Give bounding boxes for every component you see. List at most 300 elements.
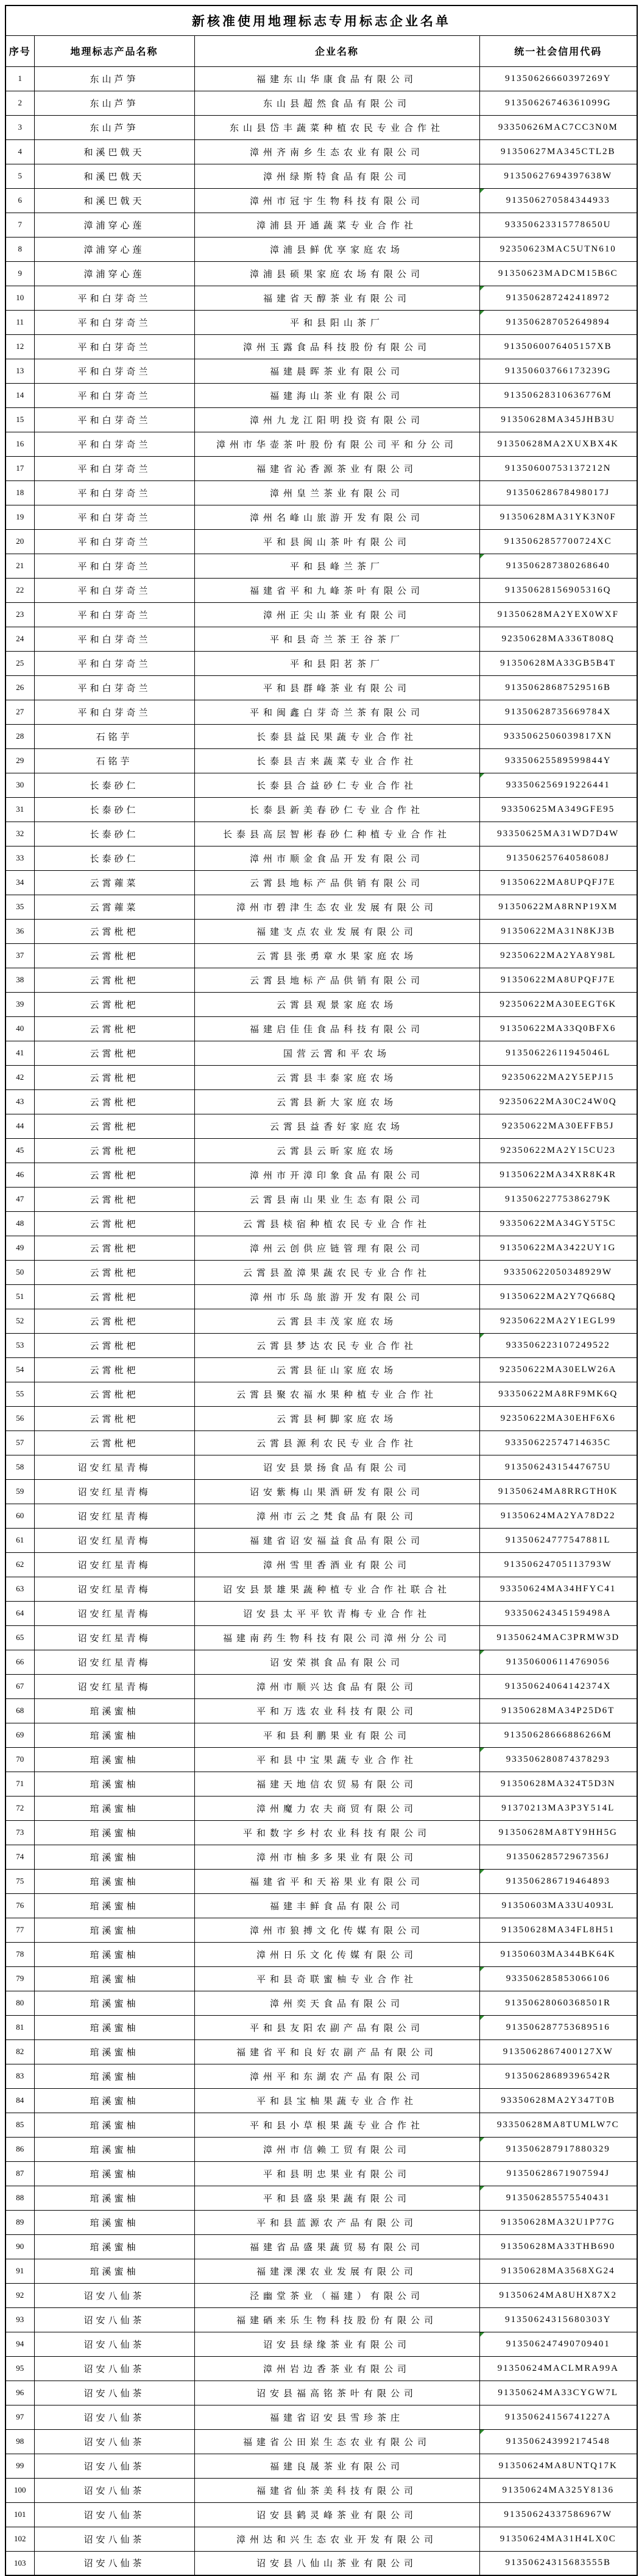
cell-company-name: 云霄县棪宿种植农民专业合作社: [194, 1211, 479, 1236]
excel-error-mark: [480, 1967, 484, 1971]
cell-product-name: 云霄枇杷: [34, 992, 194, 1016]
cell-credit-code: 92350623MAC5UTN610: [479, 237, 637, 261]
cell-company-name: 平和县奇兰茶王谷茶厂: [194, 627, 479, 651]
cell-index: 81: [5, 2015, 34, 2039]
cell-credit-code: 93350625MA349GFE95: [479, 797, 637, 822]
cell-product-name: 琯溪蜜柚: [34, 1918, 194, 1942]
excel-error-mark: [480, 1870, 484, 1874]
cell-product-name: 云霄枇杷: [34, 1016, 194, 1041]
cell-product-name: 平和白芽奇兰: [34, 407, 194, 432]
cell-credit-code: 91350628MA34FL8H51: [479, 1918, 637, 1942]
cell-company-name: 福建淉淉农业发展有限公司: [194, 2259, 479, 2283]
cell-company-name: 漳州市华壶茶叶股份有限公司平和分公司: [194, 432, 479, 456]
excel-error-mark: [480, 1748, 484, 1752]
table-row: [5, 480, 637, 505]
cell-index: 70: [5, 1747, 34, 1772]
cell-credit-code: 91370213MA3P3Y514L: [479, 1796, 637, 1820]
table-row: [5, 529, 637, 554]
cell-credit-code: 91350624MA8UHX87X2: [479, 2283, 637, 2307]
cell-index: 75: [5, 1869, 34, 1893]
cell-company-name: 福建省诏安县雪珍茶庄: [194, 2405, 479, 2429]
cell-product-name: 诏安红星青梅: [34, 1650, 194, 1674]
cell-product-name: 长泰砂仁: [34, 846, 194, 870]
cell-product-name: 长泰砂仁: [34, 822, 194, 846]
cell-product-name: 琯溪蜜柚: [34, 2088, 194, 2113]
cell-index: 11: [5, 310, 34, 334]
cell-product-name: 诏安红星青梅: [34, 1479, 194, 1504]
cell-product-name: 云霄枇杷: [34, 1431, 194, 1455]
table-row: [5, 846, 637, 870]
cell-index: 35: [5, 895, 34, 919]
table-row: [5, 1772, 637, 1796]
cell-index: 40: [5, 1016, 34, 1041]
table-row: [5, 651, 637, 675]
cell-index: 77: [5, 1918, 34, 1942]
cell-product-name: 平和白芽奇兰: [34, 359, 194, 383]
cell-company-name: 平和县群峰茶业有限公司: [194, 675, 479, 700]
cell-product-name: 平和白芽奇兰: [34, 651, 194, 675]
cell-index: 82: [5, 2039, 34, 2064]
cell-company-name: 漳浦县硕果家庭农场有限公司: [194, 261, 479, 286]
table-row: [5, 1577, 637, 1601]
cell-index: 6: [5, 188, 34, 213]
cell-index: 96: [5, 2381, 34, 2405]
table-row: [5, 2234, 637, 2259]
cell-index: 62: [5, 1552, 34, 1577]
cell-index: 84: [5, 2088, 34, 2113]
cell-credit-code: 913506287753689516: [479, 2015, 637, 2039]
cell-index: 98: [5, 2429, 34, 2454]
cell-company-name: 云霄县梦达农民专业合作社: [194, 1333, 479, 1357]
cell-index: 42: [5, 1065, 34, 1089]
cell-index: 9: [5, 261, 34, 286]
table-row: [5, 895, 637, 919]
cell-index: 28: [5, 724, 34, 748]
cell-index: 101: [5, 2502, 34, 2527]
cell-index: 10: [5, 286, 34, 310]
cell-credit-code: 91350624315680303Y: [479, 2307, 637, 2332]
cell-index: 15: [5, 407, 34, 432]
cell-product-name: 诏安八仙茶: [34, 2551, 194, 2575]
table-row: [5, 1138, 637, 1163]
cell-company-name: 诏安荣祺食品有限公司: [194, 1650, 479, 1674]
table-row: [5, 2551, 637, 2575]
cell-credit-code: 913506285575540431: [479, 2186, 637, 2210]
cell-credit-code: 91350600753137212N: [479, 456, 637, 480]
cell-credit-code: 93350628MA8TUMLW7C: [479, 2113, 637, 2137]
cell-index: 52: [5, 1309, 34, 1333]
cell-product-name: 琯溪蜜柚: [34, 2161, 194, 2186]
cell-company-name: 平和县闽山茶叶有限公司: [194, 529, 479, 554]
cell-product-name: 云霄枇杷: [34, 1211, 194, 1236]
cell-credit-code: 91350622MA31N8KJ3B: [479, 919, 637, 943]
cell-company-name: 福建省平和九峰茶叶有限公司: [194, 578, 479, 602]
cell-company-name: 漳州市狼搏文化传媒有限公司: [194, 1918, 479, 1942]
table-row: [5, 383, 637, 407]
cell-credit-code: 93350622050348929W: [479, 1260, 637, 1284]
cell-company-name: 漳州雪里香酒业有限公司: [194, 1552, 479, 1577]
cell-product-name: 云霄蕹菜: [34, 895, 194, 919]
table-row: [5, 237, 637, 261]
cell-product-name: 漳浦穿心莲: [34, 261, 194, 286]
cell-credit-code: 91350622611945046L: [479, 1041, 637, 1065]
cell-credit-code: 933506285853066106: [479, 1966, 637, 1991]
cell-company-name: 漳州正尖山茶业有限公司: [194, 602, 479, 627]
cell-credit-code: 913506006114769056: [479, 1650, 637, 1674]
cell-credit-code: 93350622MA34GY5T5C: [479, 1211, 637, 1236]
cell-index: 55: [5, 1382, 34, 1406]
cell-product-name: 诏安红星青梅: [34, 1674, 194, 1698]
cell-index: 38: [5, 968, 34, 992]
cell-product-name: 云霄枇杷: [34, 1065, 194, 1089]
cell-index: 87: [5, 2161, 34, 2186]
table-row: [5, 1796, 637, 1820]
cell-credit-code: 91350622MA33Q0BFX6: [479, 1016, 637, 1041]
table-row: [5, 2064, 637, 2088]
cell-product-name: 平和白芽奇兰: [34, 310, 194, 334]
cell-company-name: 诏安县八仙山茶业有限公司: [194, 2551, 479, 2575]
cell-credit-code: 933506280874378293: [479, 1747, 637, 1772]
cell-credit-code: 913506270584344933: [479, 188, 637, 213]
table-row: [5, 797, 637, 822]
cell-credit-code: 92350622MA30ELW26A: [479, 1357, 637, 1382]
cell-company-name: 福建南药生物科技有限公司漳州分公司: [194, 1625, 479, 1650]
cell-product-name: 诏安八仙茶: [34, 2454, 194, 2478]
table-row: [5, 1236, 637, 1260]
cell-company-name: 平和县明忠果业有限公司: [194, 2161, 479, 2186]
table-row: [5, 334, 637, 359]
table-row: [5, 1016, 637, 1041]
cell-company-name: 福建天地信农贸易有限公司: [194, 1772, 479, 1796]
cell-product-name: 诏安红星青梅: [34, 1455, 194, 1479]
cell-company-name: 云霄县张勇章水果家庭农场: [194, 943, 479, 968]
cell-index: 1: [5, 66, 34, 91]
cell-company-name: 平和县奇联蜜柚专业合作社: [194, 1966, 479, 1991]
table-row: [5, 1698, 637, 1723]
cell-index: 19: [5, 505, 34, 529]
cell-credit-code: 913506243992174548: [479, 2429, 637, 2454]
cell-company-name: 漳州皇兰茶业有限公司: [194, 480, 479, 505]
cell-product-name: 琯溪蜜柚: [34, 2234, 194, 2259]
cell-company-name: 福建晨晖茶业有限公司: [194, 359, 479, 383]
excel-error-mark: [480, 773, 484, 778]
cell-credit-code: 91350624315683555B: [479, 2551, 637, 2575]
cell-company-name: 福建省诏安福益食品有限公司: [194, 1528, 479, 1552]
table-row: [5, 700, 637, 724]
table-row: [5, 968, 637, 992]
excel-error-mark: [480, 1650, 484, 1655]
cell-credit-code: 91350624156741227A: [479, 2405, 637, 2429]
cell-index: 66: [5, 1650, 34, 1674]
column-header-index: 序号: [5, 35, 34, 66]
cell-index: 57: [5, 1431, 34, 1455]
cell-index: 71: [5, 1772, 34, 1796]
cell-product-name: 东山芦笋: [34, 115, 194, 139]
cell-index: 46: [5, 1163, 34, 1187]
table-row: [5, 2113, 637, 2137]
table-row: [5, 91, 637, 115]
table-row: [5, 627, 637, 651]
cell-credit-code: 92350622MA30EFFB5J: [479, 1114, 637, 1138]
table-row: [5, 675, 637, 700]
cell-company-name: 云霄县云昕家庭农场: [194, 1138, 479, 1163]
cell-credit-code: 93350623315778650U: [479, 213, 637, 237]
cell-credit-code: 91350628MA2YEX0WXF: [479, 602, 637, 627]
cell-product-name: 云霄枇杷: [34, 1260, 194, 1284]
cell-credit-code: 91350624MA33CYGW7L: [479, 2381, 637, 2405]
cell-product-name: 琯溪蜜柚: [34, 1893, 194, 1918]
cell-index: 51: [5, 1284, 34, 1309]
cell-credit-code: 93350625MA31WD7D4W: [479, 822, 637, 846]
cell-company-name: 平和县利鹏果业有限公司: [194, 1723, 479, 1747]
cell-credit-code: 91350628666886266M: [479, 1723, 637, 1747]
cell-credit-code: 91350624MA2YA78D22: [479, 1504, 637, 1528]
cell-company-name: 云霄县盈漳果蔬农民专业合作社: [194, 1260, 479, 1284]
cell-product-name: 诏安八仙茶: [34, 2307, 194, 2332]
cell-credit-code: 91350622MA3422UY1G: [479, 1236, 637, 1260]
cell-product-name: 平和白芽奇兰: [34, 383, 194, 407]
cell-credit-code: 9335062506039817XN: [479, 724, 637, 748]
cell-company-name: 云霄县地标产品供销有限公司: [194, 870, 479, 895]
cell-company-name: 福建良晟茶业有限公司: [194, 2454, 479, 2478]
excel-error-mark: [480, 2332, 484, 2337]
table-row: [5, 1552, 637, 1577]
cell-company-name: 平和万选农业科技有限公司: [194, 1698, 479, 1723]
table-row: [5, 1431, 637, 1455]
cell-credit-code: 91350628687529516B: [479, 675, 637, 700]
cell-company-name: 平和县盛泉果蔬有限公司: [194, 2186, 479, 2210]
table-row: [5, 1991, 637, 2015]
gi-enterprise-table: [5, 5, 638, 2576]
cell-index: 45: [5, 1138, 34, 1163]
excel-error-mark: [480, 189, 484, 193]
table-row: [5, 2186, 637, 2210]
cell-company-name: 平和县小草根果蔬专业合作社: [194, 2113, 479, 2137]
cell-product-name: 云霄枇杷: [34, 1114, 194, 1138]
cell-product-name: 云霄枇杷: [34, 1406, 194, 1431]
table-body: [5, 66, 637, 2575]
cell-company-name: 漳州市冠宇生物科技有限公司: [194, 188, 479, 213]
cell-credit-code: 92350622MA2Y1EGL99: [479, 1309, 637, 1333]
table-row: [5, 2429, 637, 2454]
table-row: [5, 1455, 637, 1479]
table-row: [5, 1650, 637, 1674]
table-row: [5, 822, 637, 846]
cell-product-name: 琯溪蜜柚: [34, 1820, 194, 1845]
cell-credit-code: 91350624MA325Y8136: [479, 2478, 637, 2502]
cell-company-name: 长泰县新美春砂仁专业合作社: [194, 797, 479, 822]
cell-product-name: 东山芦笋: [34, 66, 194, 91]
cell-company-name: 福建省沁香源茶业有限公司: [194, 456, 479, 480]
cell-product-name: 云霄枇杷: [34, 1382, 194, 1406]
cell-index: 93: [5, 2307, 34, 2332]
cell-credit-code: 913506287052649894: [479, 310, 637, 334]
cell-company-name: 云霄县聚农福水果种植专业合作社: [194, 1382, 479, 1406]
cell-product-name: 平和白芽奇兰: [34, 334, 194, 359]
cell-company-name: 云霄县柯脚家庭农场: [194, 1406, 479, 1431]
table-row: [5, 2283, 637, 2307]
cell-credit-code: 91350628MA32U1P77G: [479, 2210, 637, 2234]
table-row: [5, 2527, 637, 2551]
cell-credit-code: 91350624315447675U: [479, 1455, 637, 1479]
cell-credit-code: 9135060076405157XB: [479, 334, 637, 359]
cell-product-name: 云霄枇杷: [34, 968, 194, 992]
cell-product-name: 云霄枇杷: [34, 1138, 194, 1163]
cell-product-name: 和溪巴戟天: [34, 188, 194, 213]
cell-company-name: 漳州奕天食品有限公司: [194, 1991, 479, 2015]
cell-index: 34: [5, 870, 34, 895]
table-row: [5, 943, 637, 968]
cell-company-name: 福建省品盛果蔬贸易有限公司: [194, 2234, 479, 2259]
cell-product-name: 琯溪蜜柚: [34, 1991, 194, 2015]
cell-company-name: 漳浦县开通蔬菜专业合作社: [194, 213, 479, 237]
cell-product-name: 云霄枇杷: [34, 919, 194, 943]
table-row: [5, 286, 637, 310]
cell-index: 74: [5, 1845, 34, 1869]
table-row: [5, 115, 637, 139]
cell-index: 29: [5, 748, 34, 773]
cell-company-name: 福建硒来乐生物科技股份有限公司: [194, 2307, 479, 2332]
cell-credit-code: 91350628156905316Q: [479, 578, 637, 602]
cell-product-name: 诏安八仙茶: [34, 2478, 194, 2502]
cell-company-name: 长泰县益民果蔬专业合作社: [194, 724, 479, 748]
cell-index: 60: [5, 1504, 34, 1528]
cell-product-name: 琯溪蜜柚: [34, 2064, 194, 2088]
table-row: [5, 2405, 637, 2429]
cell-company-name: 云霄县地标产品供销有限公司: [194, 968, 479, 992]
table-row: [5, 1260, 637, 1284]
cell-company-name: 福建丰鲜食品有限公司: [194, 1893, 479, 1918]
cell-product-name: 诏安八仙茶: [34, 2283, 194, 2307]
cell-index: 56: [5, 1406, 34, 1431]
table-row: [5, 1041, 637, 1065]
cell-credit-code: 91350628MA8TY9HH5G: [479, 1820, 637, 1845]
cell-product-name: 诏安红星青梅: [34, 1625, 194, 1650]
cell-index: 43: [5, 1089, 34, 1114]
cell-product-name: 琯溪蜜柚: [34, 1942, 194, 1966]
cell-credit-code: 913506247490709401: [479, 2332, 637, 2356]
cell-index: 83: [5, 2064, 34, 2088]
cell-product-name: 云霄枇杷: [34, 1041, 194, 1065]
cell-company-name: 漳州市云之梵食品有限公司: [194, 1504, 479, 1528]
cell-index: 24: [5, 627, 34, 651]
table-row: [5, 2381, 637, 2405]
cell-company-name: 福建省平和良好农副产品有限公司: [194, 2039, 479, 2064]
cell-credit-code: 933506256919226441: [479, 773, 637, 797]
cell-index: 16: [5, 432, 34, 456]
cell-index: 78: [5, 1942, 34, 1966]
cell-product-name: 长泰砂仁: [34, 773, 194, 797]
cell-company-name: 云霄县源利农民专业合作社: [194, 1431, 479, 1455]
cell-company-name: 平和县峰兰茶厂: [194, 554, 479, 578]
table-row: [5, 261, 637, 286]
table-row: [5, 1065, 637, 1089]
cell-index: 88: [5, 2186, 34, 2210]
cell-index: 26: [5, 675, 34, 700]
cell-company-name: 漳州日乐文化传媒有限公司: [194, 1942, 479, 1966]
cell-index: 47: [5, 1187, 34, 1211]
table-row: [5, 213, 637, 237]
cell-product-name: 诏安八仙茶: [34, 2381, 194, 2405]
cell-index: 63: [5, 1577, 34, 1601]
cell-product-name: 琯溪蜜柚: [34, 2137, 194, 2161]
cell-credit-code: 91350622MA2Y7Q668Q: [479, 1284, 637, 1309]
table-row: [5, 992, 637, 1016]
table-row: [5, 554, 637, 578]
cell-product-name: 诏安红星青梅: [34, 1552, 194, 1577]
cell-credit-code: 92350622MA30EHF6X6: [479, 1406, 637, 1431]
table-row: [5, 66, 637, 91]
cell-product-name: 琯溪蜜柚: [34, 2210, 194, 2234]
cell-product-name: 云霄枇杷: [34, 1309, 194, 1333]
cell-company-name: 福建启佳佳食品科技有限公司: [194, 1016, 479, 1041]
cell-index: 67: [5, 1674, 34, 1698]
cell-index: 53: [5, 1333, 34, 1357]
title-row: [5, 5, 637, 35]
cell-company-name: 云霄县南山果业生态有限公司: [194, 1187, 479, 1211]
cell-index: 73: [5, 1820, 34, 1845]
cell-credit-code: 91350628MA33THB690: [479, 2234, 637, 2259]
table-row: [5, 2259, 637, 2283]
cell-product-name: 琯溪蜜柚: [34, 1966, 194, 1991]
cell-credit-code: 91350628310636776M: [479, 383, 637, 407]
cell-credit-code: 91350622MA8RNP19XM: [479, 895, 637, 919]
cell-product-name: 琯溪蜜柚: [34, 1869, 194, 1893]
table-row: [5, 1747, 637, 1772]
table-row: [5, 2210, 637, 2234]
cell-credit-code: 92350622MA2Y5EPJ15: [479, 1065, 637, 1089]
cell-company-name: 平和县阳山茶厂: [194, 310, 479, 334]
cell-credit-code: 913506286719464893: [479, 1869, 637, 1893]
cell-index: 23: [5, 602, 34, 627]
table-row: [5, 1528, 637, 1552]
table-row: [5, 602, 637, 627]
excel-error-mark: [480, 311, 484, 315]
cell-index: 22: [5, 578, 34, 602]
cell-credit-code: 91350628MA34P25D6T: [479, 1698, 637, 1723]
table-row: [5, 139, 637, 164]
cell-product-name: 平和白芽奇兰: [34, 286, 194, 310]
cell-credit-code: 93350625589599844Y: [479, 748, 637, 773]
table-row: [5, 407, 637, 432]
cell-index: 50: [5, 1260, 34, 1284]
table-row: [5, 359, 637, 383]
cell-company-name: 漳州云创供应链管理有限公司: [194, 1236, 479, 1260]
cell-index: 90: [5, 2234, 34, 2259]
cell-company-name: 长泰县合益砂仁专业合作社: [194, 773, 479, 797]
cell-index: 12: [5, 334, 34, 359]
cell-company-name: 漳州平和东湖农产品有限公司: [194, 2064, 479, 2088]
cell-credit-code: 91350624777547881L: [479, 1528, 637, 1552]
cell-credit-code: 91350628060368501R: [479, 1991, 637, 2015]
cell-index: 7: [5, 213, 34, 237]
cell-company-name: 泾幽堂茶业（福建）有限公司: [194, 2283, 479, 2307]
cell-product-name: 云霄枇杷: [34, 1333, 194, 1357]
table-row: [5, 578, 637, 602]
excel-error-mark: [480, 554, 484, 558]
cell-company-name: 福建省仙茶美科技有限公司: [194, 2478, 479, 2502]
cell-credit-code: 91350622MA34XR8K4R: [479, 1163, 637, 1187]
cell-product-name: 琯溪蜜柚: [34, 2259, 194, 2283]
cell-credit-code: 91350628671907594J: [479, 2161, 637, 2186]
cell-product-name: 平和白芽奇兰: [34, 675, 194, 700]
cell-company-name: 诏安县太平平钦青梅专业合作社: [194, 1601, 479, 1625]
table-row: [5, 1333, 637, 1357]
cell-index: 27: [5, 700, 34, 724]
cell-company-name: 福建省公田岽生态农业有限公司: [194, 2429, 479, 2454]
cell-product-name: 琯溪蜜柚: [34, 2039, 194, 2064]
cell-credit-code: 9135062867400127XW: [479, 2039, 637, 2064]
